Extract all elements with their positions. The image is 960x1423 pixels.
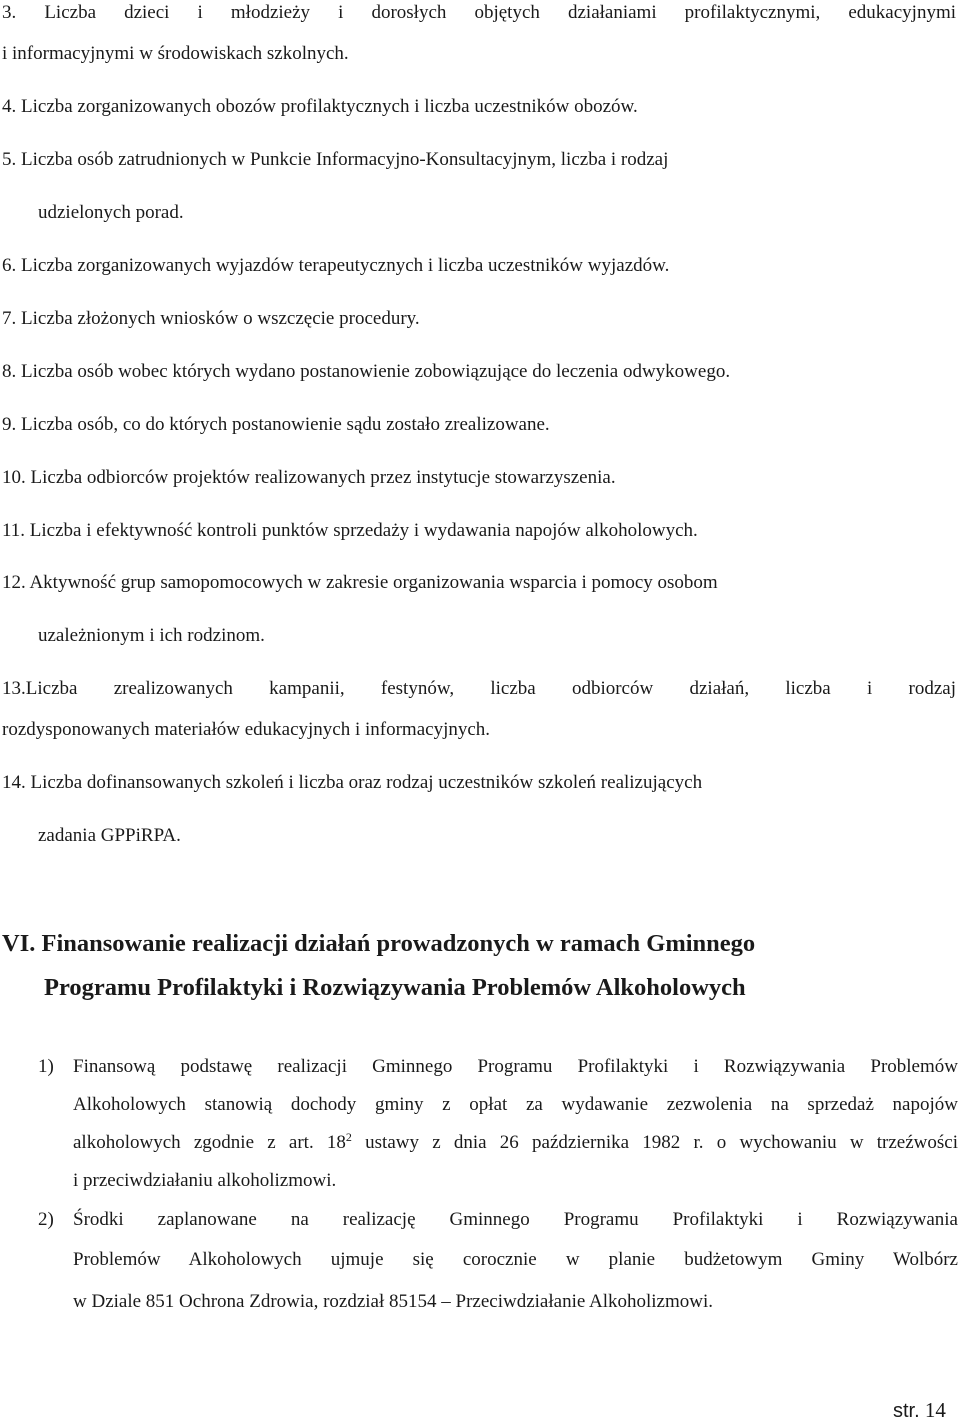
list-item: 13.Liczba zrealizowanych kampanii, festynów, liczba odbiorców działań, liczba i rodzaj [2, 678, 956, 699]
list-item: 10. Liczba odbiorców projektów realizowanych przez instytucje stowarzyszenia. [2, 467, 616, 488]
list-item: udzielonych porad. [38, 202, 184, 223]
paragraph-text: ustawy z dnia 26 października 1982 r. o wychowaniu w trzeźwości [351, 1132, 959, 1153]
list-item: 4. Liczba zorganizowanych obozów profilaktycznych i liczba uczestników obozów. [2, 96, 638, 117]
list-item: 8. Liczba osób wobec których wydano postanowienie zobowiązujące do leczenia odwykowego. [2, 361, 731, 382]
list-item: i informacyjnymi w środowiskach szkolnych. [2, 43, 349, 64]
list-item: 3. Liczba dzieci i młodzieży i dorosłych objętych działaniami profilaktycznymi, edukacyjnymi [2, 2, 956, 23]
list-item: 7. Liczba złożonych wniosków o wszczęcie procedury. [2, 308, 420, 329]
paragraph-line: i przeciwdziałaniu alkoholizmowi. [73, 1170, 337, 1191]
paragraph-line: w Dziale 851 Ochrona Zdrowia, rozdział 85154 – Przeciwdziałanie Alkoholizmowi. [73, 1291, 713, 1312]
list-item: zadania GPPiRPA. [38, 825, 181, 846]
list-item: rozdysponowanych materiałów edukacyjnych i informacyjnych. [2, 719, 491, 740]
section-heading-line1: VI. Finansowanie realizacji działań prowadzonych w ramach Gminnego [2, 930, 756, 957]
paragraph-text: alkoholowych zgodnie z art. 18 [73, 1132, 346, 1153]
list-item: 11. Liczba i efektywność kontroli punktów sprzedaży i wydawania napojów alkoholowych. [2, 520, 698, 541]
paragraph-line: Problemów Alkoholowych ujmuje się corocznie w planie budżetowym Gminy Wolbórz [73, 1249, 958, 1270]
list-item: 9. Liczba osób, co do których postanowienie sądu zostało zrealizowane. [2, 414, 550, 435]
list-item: 12. Aktywność grup samopomocowych w zakresie organizowania wsparcia i pomocy osobom [2, 572, 718, 593]
list-item: 14. Liczba dofinansowanych szkoleń i liczba oraz rodzaj uczestników szkoleń realizujących [2, 772, 703, 793]
list-item: 6. Liczba zorganizowanych wyjazdów terapeutycznych i liczba uczestników wyjazdów. [2, 255, 670, 276]
paragraph-line [73, 1131, 958, 1155]
page-number-value: 14 [924, 1398, 946, 1422]
page-number [893, 1398, 946, 1423]
list-item: uzależnionym i ich rodzinom. [38, 625, 265, 646]
paragraph-number: 1) [38, 1056, 54, 1077]
list-item: 5. Liczba osób zatrudnionych w Punkcie Informacyjno-Konsultacyjnym, liczba i rodzaj [2, 149, 669, 170]
paragraph-line: Środki zaplanowane na realizację Gminnego Programu Profilaktyki i Rozwiązywania [73, 1209, 958, 1230]
section-heading-line2: Programu Profilaktyki i Rozwiązywania Problemów Alkoholowych [44, 974, 746, 1001]
paragraph-line: Alkoholowych stanowią dochody gminy z opłat za wydawanie zezwolenia na sprzedaż napojów [73, 1094, 958, 1115]
page-label: str. [893, 1400, 920, 1422]
paragraph-line: Finansową podstawę realizacji Gminnego Programu Profilaktyki i Rozwiązywania Problemów [73, 1056, 958, 1077]
paragraph-number: 2) [38, 1209, 54, 1230]
superscript: 2 [345, 1130, 352, 1144]
